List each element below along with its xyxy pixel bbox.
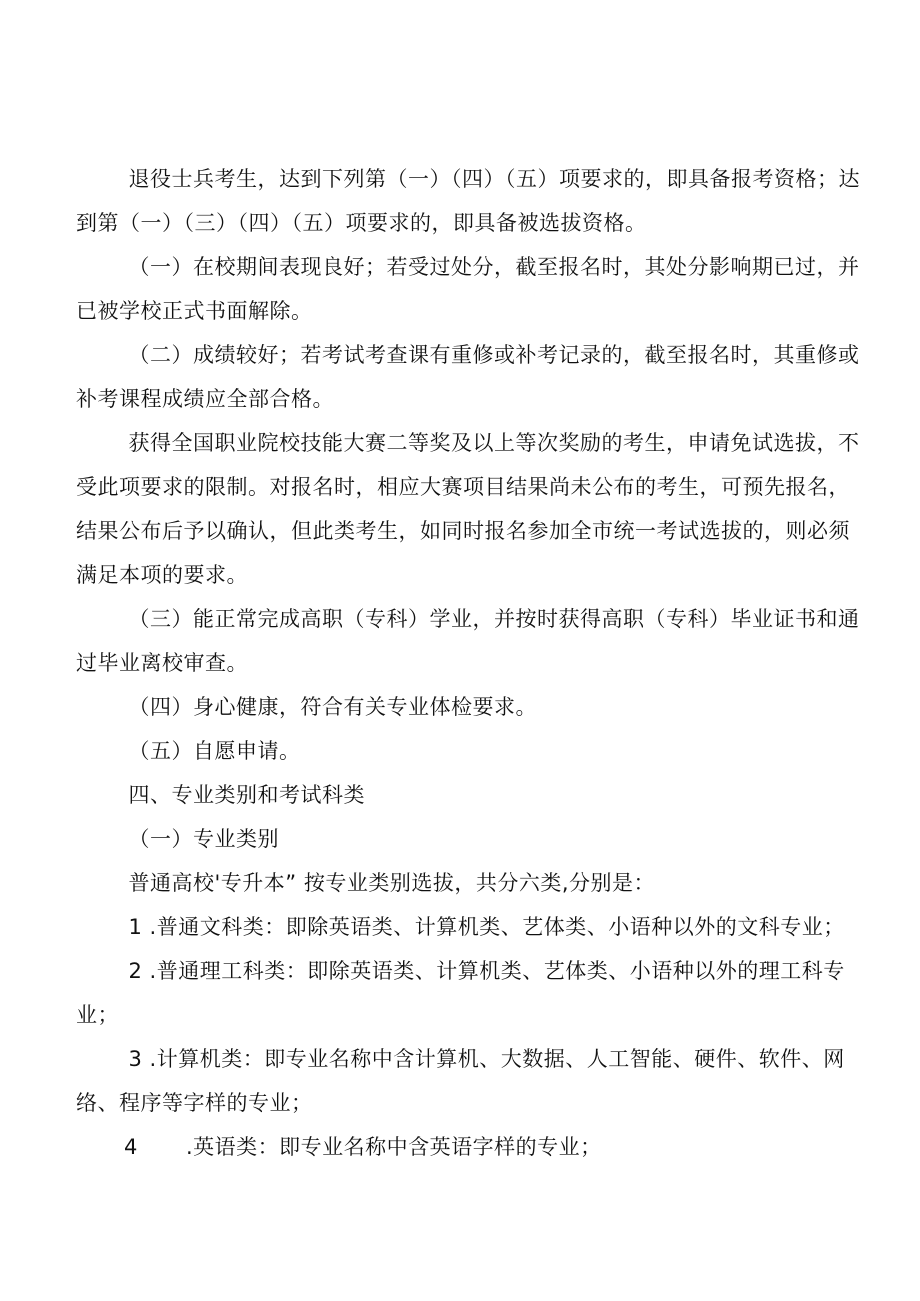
paragraph-veteran-eligibility: 退役士兵考生，达到下列第（一）（四）（五）项要求的，即具备报考资格；达到第（一）（三）（四）（五）项要求的，即具备被选拔资格。 [76,167,860,235]
section-heading-4: 四、专业类别和考试科类 [128,783,365,807]
paragraph-category-intro: 普通高校'专升本” 按专业类别选拔，共分六类,分别是： [128,871,656,895]
list-item-1: 1 .普通文科类：即除英语类、计算机类、艺体类、小语种以外的文科专业； [128,915,845,939]
list-item-2: 2 .普通理工科类：即除英语类、计算机类、艺体类、小语种以外的理工科专业； [76,959,845,1027]
paragraph-requirement-3: （三）能正常完成高职（专科）学业，并按时获得高职（专科）毕业证书和通过毕业离校审查。 [76,607,860,675]
paragraph-requirement-5: （五）自愿申请。 [128,739,301,763]
paragraph-requirement-2: （二）成绩较好；若考试考查课有重修或补考记录的，截至报名时，其重修或补考课程成绩应全部合格。 [76,343,860,411]
document-body [76,157,866,1169]
paragraph-requirement-1: （一）在校期间表现良好；若受过处分，截至报名时，其处分影响期已过，并已被学校正式书面解除。 [76,255,860,323]
list-item-4 [76,1125,866,1169]
list-item-4-number: 4 [124,1135,138,1159]
list-item-3: 3 .计算机类：即专业名称中含计算机、大数据、人工智能、硬件、软件、网络、程序等字样的专业； [76,1047,845,1115]
list-item-4-text: .英语类：即专业名称中含英语字样的专业； [186,1135,602,1159]
paragraph-competition-exemption: 获得全国职业院校技能大赛二等奖及以上等次奖励的考生，申请免试选拔，不受此项要求的限制。对报名时，相应大赛项目结果尚未公布的考生，可预先报名，结果公布后予以确认，但此类考生，如同时报名参加全市统一考试选拔的，则必须满足本项的要求。 [76,431,860,587]
paragraph-requirement-4: （四）身心健康，符合有关专业体检要求。 [128,695,537,719]
subsection-heading-1: （一）专业类别 [128,827,279,851]
